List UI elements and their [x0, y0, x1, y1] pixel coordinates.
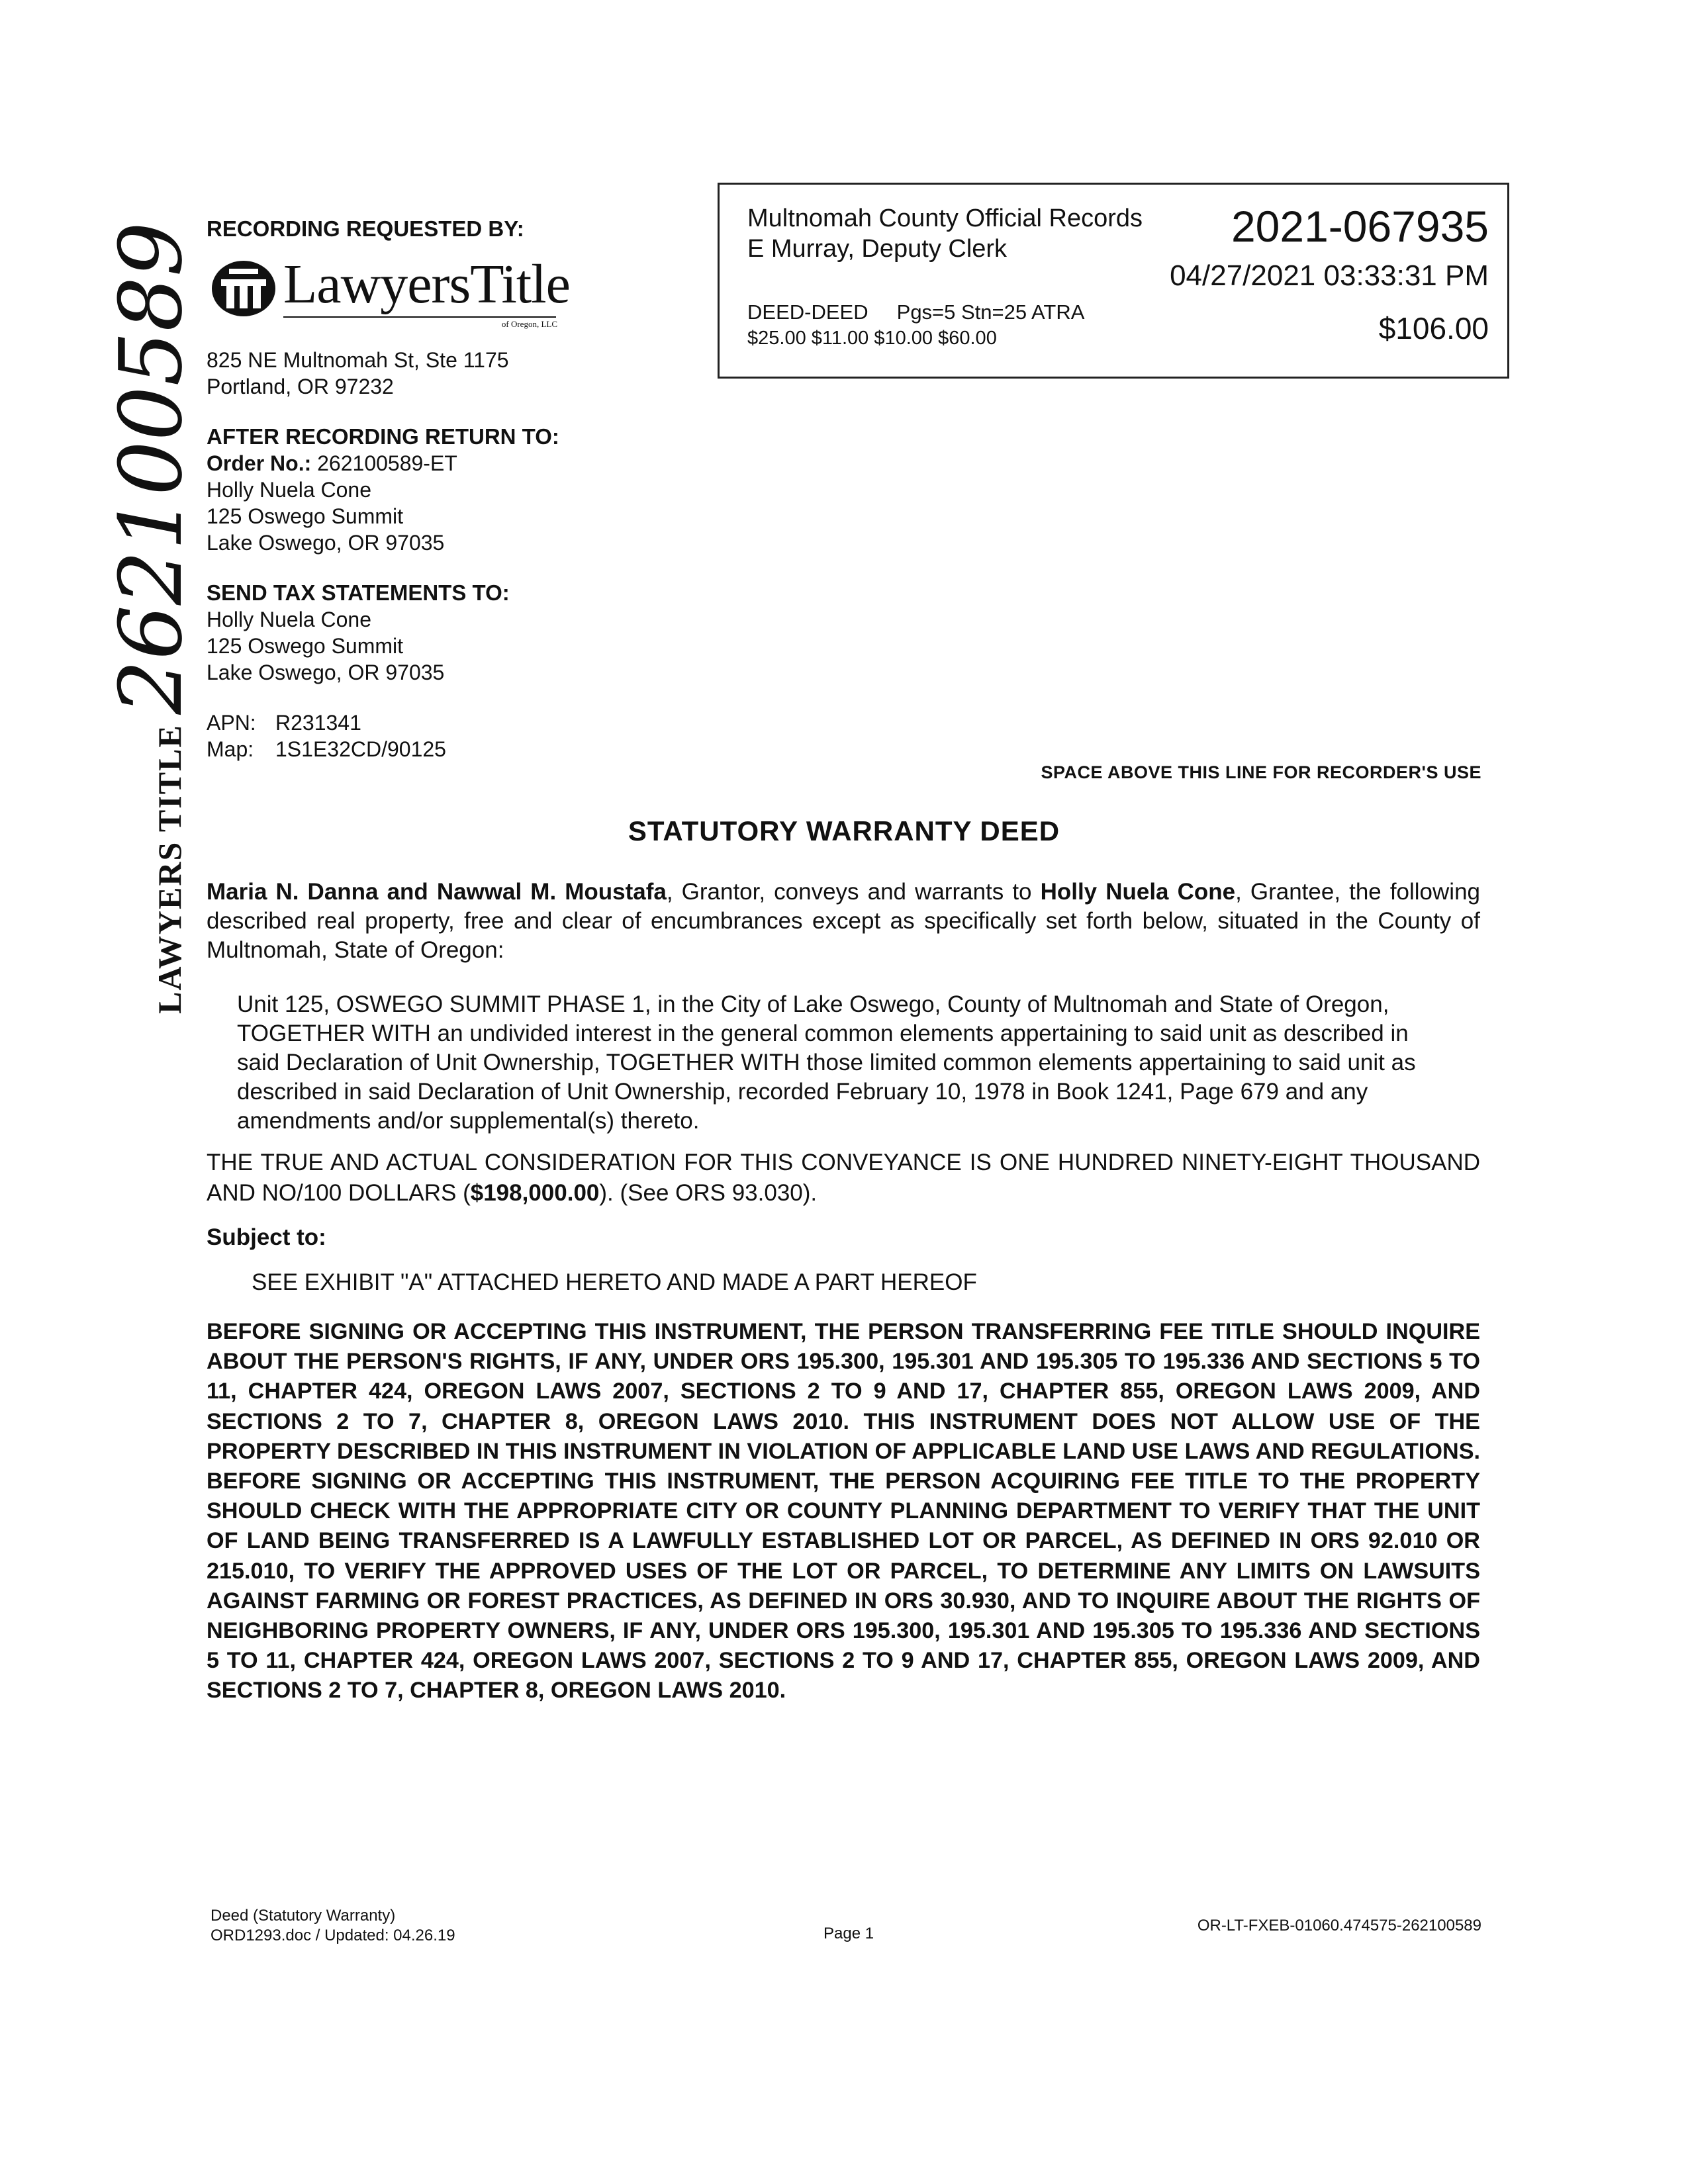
return-to-label: AFTER RECORDING RETURN TO: [207, 424, 559, 449]
apn-label: APN: [207, 711, 256, 735]
subject-to-heading: Subject to: [207, 1224, 326, 1250]
requested-address-line2: Portland, OR 97232 [207, 375, 394, 398]
grantor-names: Maria N. Danna and Nawwal M. Moustafa [207, 879, 667, 905]
order-number-label: Order No.: [207, 451, 312, 475]
logo-rule [283, 316, 556, 318]
consideration-paragraph [207, 1148, 1480, 1208]
tax-to-name: Holly Nuela Cone [207, 608, 372, 631]
consideration-text-2: ). (See ORS 93.030). [599, 1180, 818, 1206]
side-stamp-handwritten-number: 262100589 [101, 222, 201, 715]
apn-line [207, 709, 361, 736]
document-title: STATUTORY WARRANTY DEED [628, 815, 1060, 846]
tax-statements-label: SEND TAX STATEMENTS TO: [207, 580, 510, 605]
lawyers-title-logo [205, 251, 570, 331]
requested-address-line1: 825 NE Multnomah St, Ste 1175 [207, 348, 509, 372]
recorder-doc-type: DEED-DEED Pgs=5 Stn=25 ATRA [747, 300, 1085, 324]
recorder-fees: $25.00 $11.00 $10.00 $60.00 [747, 328, 997, 349]
return-to-address-line1: 125 Oswego Summit [207, 504, 404, 528]
consideration-amount: $198,000.00 [470, 1180, 600, 1206]
footer-left [211, 1906, 455, 1946]
logo-subtitle: of Oregon, LLC [501, 319, 557, 329]
recorder-datetime: 04/27/2021 03:33:31 PM [1170, 259, 1489, 292]
logo-company-name: LawyersTitle [283, 253, 570, 315]
exhibit-reference: SEE EXHIBIT "A" ATTACHED HERETO AND MADE A PART HEREOF [252, 1269, 977, 1295]
map-line [207, 736, 446, 762]
side-stamp-printed: LAWYERS TITLE [151, 724, 188, 1014]
conveyance-text-1: , Grantor, conveys and warrants to [666, 879, 1041, 905]
recorder-total: $106.00 [1378, 311, 1489, 345]
footer-form-version: ORD1293.doc / Updated: 04.26.19 [211, 1927, 455, 1944]
tax-to-address-line1: 125 Oswego Summit [207, 634, 404, 658]
tax-to-address-line2: Lake Oswego, OR 97035 [207, 660, 445, 684]
lawyers-title-logo-icon [209, 257, 278, 320]
footer-form-name: Deed (Statutory Warranty) [211, 1907, 396, 1925]
recorder-office: Multnomah County Official Records [747, 205, 1143, 232]
conveyance-paragraph [207, 878, 1480, 965]
map-value: 1S1E32CD/90125 [275, 737, 446, 761]
consideration-text-1: THE TRUE AND ACTUAL CONSIDERATION FOR THIS CONVEYANCE IS ONE HUNDRED NINETY-EIGHT THOUSAND AND NO/100 DOLLARS ( [207, 1150, 1480, 1206]
side-margin-stamp [54, 222, 201, 1040]
recording-requested-label: RECORDING REQUESTED BY: [207, 216, 524, 241]
footer-reference: OR-LT-FXEB-01060.474575-262100589 [1197, 1917, 1481, 1934]
recorder-space-notice: SPACE ABOVE THIS LINE FOR RECORDER'S USE [1041, 762, 1481, 782]
order-number-line [207, 450, 457, 477]
recorder-clerk: E Murray, Deputy Clerk [747, 235, 1008, 263]
recorder-stamp-box [718, 183, 1509, 379]
return-to-address-line2: Lake Oswego, OR 97035 [207, 531, 445, 555]
footer-page-number: Page 1 [823, 1925, 874, 1942]
legal-description: Unit 125, OSWEGO SUMMIT PHASE 1, in the City of Lake Oswego, County of Multnomah and State of Oregon, TOGETHER WITH an undivided interest in the general common elements appertaining to said unit as described in said Declaration of Unit Ownership, TOGETHER WITH those limited common elements appertaining to said unit as described in said Declaration of Unit Ownership, recorded February 10, 1978 in Book 1241, Page 679 and any amendments and/or supplemental(s) thereto. [237, 991, 1416, 1134]
conveyance-text-2: , Grantee, the following described real property, free and clear of encumbrances except as specifically set forth below, situated in the County of Multnomah, State of Oregon: [207, 879, 1481, 963]
apn-value: R231341 [275, 711, 361, 735]
grantee-name: Holly Nuela Cone [1040, 879, 1236, 905]
order-number: 262100589-ET [317, 451, 457, 475]
recorder-document-number: 2021-067935 [1231, 202, 1489, 251]
side-stamp-text [101, 222, 201, 1014]
map-label: Map: [207, 737, 254, 761]
statutory-warning: BEFORE SIGNING OR ACCEPTING THIS INSTRUMENT, THE PERSON TRANSFERRING FEE TITLE SHOULD INQUIRE ABOUT THE PERSON'S RIGHTS, IF ANY, UNDER ORS 195.300, 195.301 AND 195.305 TO 195.336 AND SECTIONS 5 TO 11, CHAPTER 424, OREGON LAWS 2007, SECTIONS 2 TO 9 AND 17, CHAPTER 855, OREGON LAWS 2009, AND SECTIONS 2 TO 7, CHAPTER 8, OREGON LAWS 2010. THIS INSTRUMENT DOES NOT ALLOW USE OF THE PROPERTY DESCRIBED IN THIS INSTRUMENT IN VIOLATION OF APPLICABLE LAND USE LAWS AND REGULATIONS. BEFORE SIGNING OR ACCEPTING THIS INSTRUMENT, THE PERSON ACQUIRING FEE TITLE TO THE PROPERTY SHOULD CHECK WITH THE APPROPRIATE CITY OR COUNTY PLANNING DEPARTMENT TO VERIFY THAT THE UNIT OF LAND BEING TRANSFERRED IS A LAWFULLY ESTABLISHED LOT OR PARCEL, AS DEFINED IN ORS 92.010 OR 215.010, TO VERIFY THE APPROVED USES OF THE LOT OR PARCEL, TO DETERMINE ANY LIMITS ON LAWSUITS AGAINST FARMING OR FOREST PRACTICES, AS DEFINED IN ORS 30.930, AND TO INQUIRE ABOUT THE RIGHTS OF NEIGHBORING PROPERTY OWNERS, IF ANY, UNDER ORS 195.300, 195.301 AND 195.305 TO 195.336 AND SECTIONS 5 TO 11, CHAPTER 424, OREGON LAWS 2007, SECTIONS 2 TO 9 AND 17, CHAPTER 855, OREGON LAWS 2009, AND SECTIONS 2 TO 7, CHAPTER 8, OREGON LAWS 2010. [207, 1319, 1480, 1704]
return-to-name: Holly Nuela Cone [207, 478, 372, 502]
